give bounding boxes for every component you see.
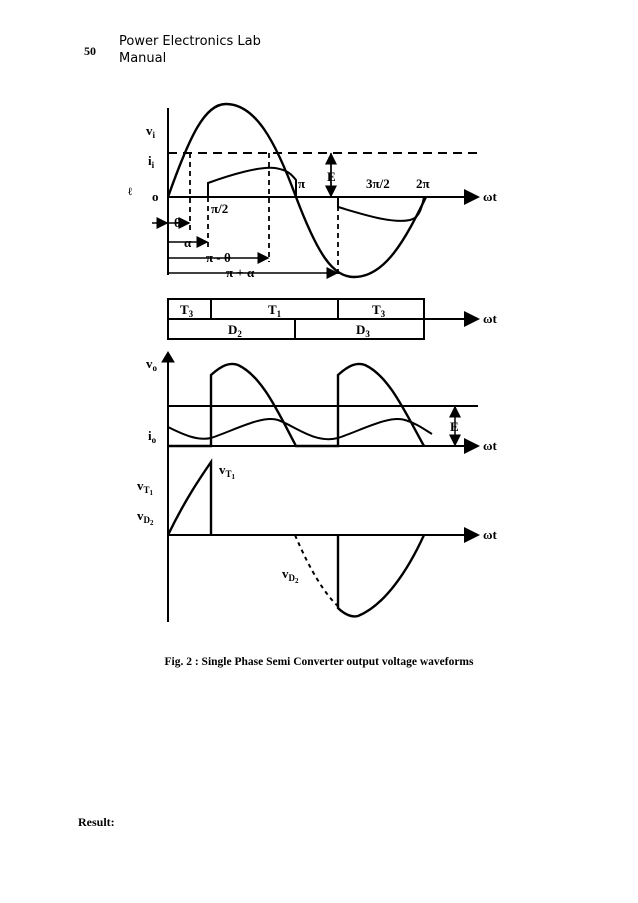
ii-current-pos — [208, 168, 296, 197]
vT1-top-label: $v_T1$ — [219, 462, 236, 481]
result-heading: Result: — [78, 815, 115, 829]
omega-t-label-3: ωt — [483, 438, 497, 453]
D3-label: $D_3$ — [356, 322, 370, 339]
vo-axis-arrowhead — [162, 352, 174, 362]
omega-t-label-2: ωt — [483, 311, 497, 326]
D2-label: $D_2$ — [228, 322, 242, 339]
T3-left-label: $T_3$ — [180, 302, 194, 319]
omega-t-label-4: ωt — [483, 527, 497, 542]
vo-label: $v_o$ — [146, 356, 157, 373]
ii-current-neg — [338, 197, 424, 221]
omega-t-label-1: ωt — [483, 189, 497, 204]
pi-label: π — [298, 176, 306, 191]
stray-mark: ℓ — [128, 186, 133, 198]
io-waveform — [168, 419, 432, 439]
vD2-dashed-curve — [295, 535, 340, 608]
two-pi-label: 2π — [416, 176, 430, 191]
E-top-label: E — [327, 169, 336, 184]
T1-label: $T_1$ — [268, 302, 282, 319]
vD2-side-label: $v_D2$ — [137, 508, 154, 527]
pi-plus-alpha-label: π + α — [226, 265, 255, 280]
three-pi-2-label: 3π/2 — [366, 176, 390, 191]
figure-caption: Fig. 2 : Single Phase Semi Converter output voltage waveforms — [164, 656, 474, 668]
alpha-label: α — [184, 235, 192, 250]
io-label: $i_o$ — [148, 428, 157, 445]
E-mid-label: E — [450, 419, 459, 434]
vT1-side-label: $v_T1$ — [137, 478, 154, 497]
pi-minus-theta-label: π - θ — [206, 250, 231, 265]
vi-label: $v_i$ — [146, 123, 156, 140]
origin-label: o — [152, 189, 159, 204]
page-number: 50 — [84, 44, 96, 58]
vT1-ramp — [168, 462, 211, 535]
vo-waveform — [168, 364, 424, 446]
vT1-negative-curve — [338, 535, 424, 616]
pi-2-label: π/2 — [211, 201, 229, 216]
vD2-curve-label: $v_D2$ — [282, 566, 299, 585]
theta-label: θ — [174, 215, 181, 230]
ii-label: $i_i$ — [148, 153, 155, 170]
T3-right-label: $T_3$ — [372, 302, 386, 319]
header-title: Power Electronics Lab Manual — [119, 34, 261, 66]
